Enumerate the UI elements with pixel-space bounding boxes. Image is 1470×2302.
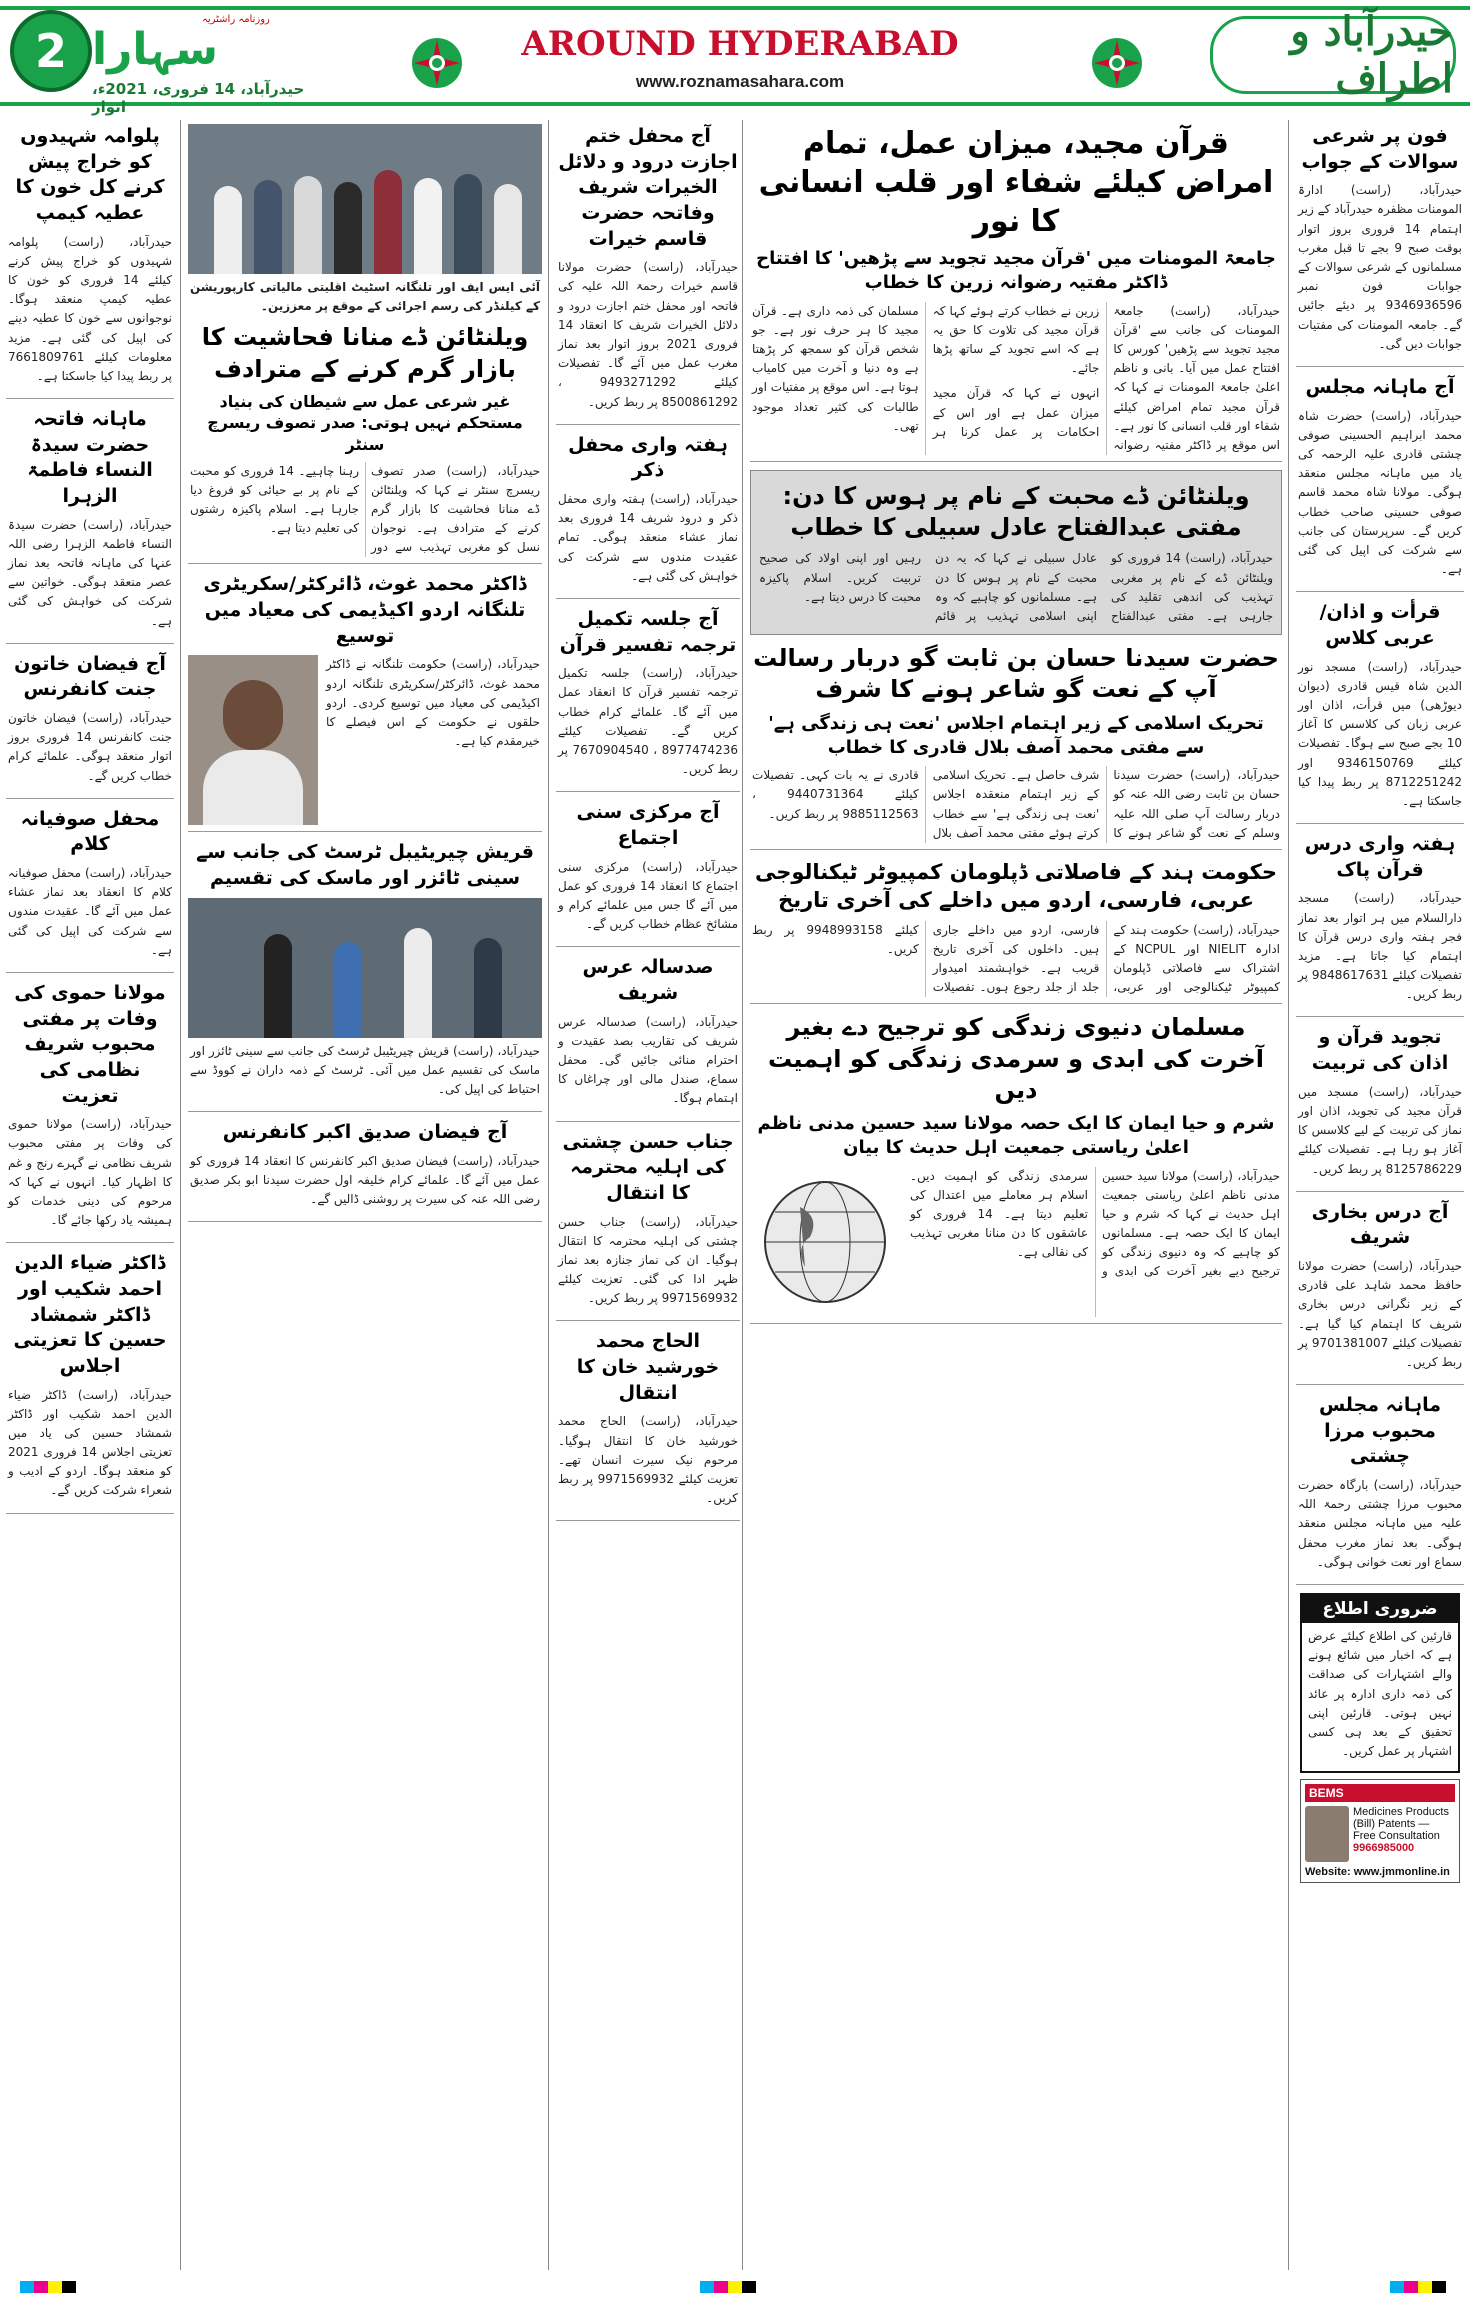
column-lead xyxy=(750,120,1282,2270)
headline: فون پر شرعی سوالات کے جواب xyxy=(1301,125,1459,173)
headline: قرأت و اذان/عربی کلاس xyxy=(1319,601,1441,649)
news-item xyxy=(556,1130,740,1322)
headline: آج جلسہ تکمیل ترجمہ تفسیر قرآن xyxy=(559,607,737,656)
subheadline: غیر شرعی عمل سے شیطان کی بنیاد مستحکم نہیں ہوتی: صدر تصوف ریسرچ سنٹر xyxy=(207,391,523,454)
article-text: حیدرآباد، (راست) پلوامہ شہیدوں کو خراج پیش کرنے کیلئے 14 فروری کو خون کا عطیہ کیمپ منعقد ہوگا۔ نوجوانوں سے خون کا عطیہ دینے کی اپیل کی گئی ہے۔ مزید معلومات کیلئے 7661809761 پر ربط پیدا کیا جاسکتا ہے۔ xyxy=(8,234,172,383)
article-text: حیدرآباد، (راست) 14 فروری کو ویلنٹائن ڈے کے نام پر مغربی تہذیب کی اندھی تقلید کی جارہی ہے۔ مفتی عبدالفتاح عادل سبیلی نے کہا کہ یہ دن محبت کے نام پر ہوس کا دن ہے۔ مسلمانوں کو چاہیے کہ وہ اپنی اسلامی تہذیب پر قائم رہیں اور اپنی اولاد کی صحیح تربیت کریں۔ اسلام پاکیزہ محبت کا درس دیتا ہے۔ xyxy=(759,551,1273,624)
headline: الحاج محمد خورشید خان کا انتقال xyxy=(576,1330,720,1404)
article-text: حیدرآباد، (راست) الحاج محمد خورشید خان کا انتقال ہوگیا۔ مرحوم نیک سیرت انسان تھے۔ تعزیت کیلئے 9971569932 پر ربط کریں۔ xyxy=(558,1414,738,1506)
globe-illustration-icon xyxy=(750,1167,900,1317)
news-item xyxy=(188,572,542,832)
news-item xyxy=(6,981,174,1243)
column-rule xyxy=(742,120,743,2270)
article-text: حیدرآباد، (راست) فیضان صدیق اکبر کانفرنس کا انعقاد 14 فروری کو عمل میں آئے گا۔ علمائے کرام خلیفہ اول حضرت سیدنا ابو بکر صدیق رضی اللہ عنہ کی سیرت پر روشنی ڈالیں گے۔ xyxy=(190,1153,540,1207)
headline: آج محفل ختم اجازت درود و دلائل الخیرات شریف وفاتحہ حضرت قاسم خیرات xyxy=(558,125,738,250)
article-text: حیدرآباد، (راست) مسجد دارالسلام میں ہر اتوار بعد نماز فجر ہفتہ واری درس قرآن کا اہتمام کیا جاتا ہے۔ مزید تفصیلات کیلئے 9848617631 پر ربط کریں۔ xyxy=(1298,891,1462,1002)
news-item xyxy=(556,955,740,1121)
dateline: حیدرآباد، 14 فروری، 2021ء، اتوار xyxy=(92,80,305,116)
column-rule xyxy=(1288,120,1289,2270)
subheadline: تحریک اسلامی کے زیر اہتمام اجلاس 'نعت ہی زندگی ہے' سے مفتی محمد آصف بلال قادری کا خطاب xyxy=(768,712,1264,758)
portrait-photo xyxy=(188,655,318,825)
article-text: حیدرآباد، (راست) حکومت ہند کے ادارہ NIELIT اور NCPUL کے اشتراک سے فاصلاتی ڈپلومان کمپیوٹر ٹیکنالوجی اور عربی، فارسی، اردو میں داخلے جاری ہیں۔ داخلوں کی آخری تاریخ قریب ہے۔ خواہشمند امیدوار جلد از جلد رجوع ہوں۔ تفصیلات کیلئے 9948993158 پر ربط کریں۔ xyxy=(752,922,1281,995)
logo-title: سہارا xyxy=(92,24,218,75)
headline: آج ماہانہ مجلس xyxy=(1305,375,1455,398)
column-left xyxy=(6,120,174,2270)
logo-subtitle: روزنامہ راشٹریہ xyxy=(202,14,270,25)
headline: ڈاکٹر ضیاء الدین احمد شکیب اور ڈاکٹر شمشاد حسین کا تعزیتی اجلاس xyxy=(13,1252,167,1377)
news-item xyxy=(556,607,740,792)
news-item xyxy=(6,407,174,644)
news-item xyxy=(1296,1025,1464,1191)
headline: ماہانہ فاتحہ حضرت سیدۃ النساء فاطمۃ الزہرا xyxy=(27,408,153,507)
notice-title: ضروری اطلاع xyxy=(1302,1595,1458,1623)
article-text: حیدرآباد، (راست) قریش چیریٹیبل ٹرسٹ کی جانب سے سینی ٹائزر اور ماسک کی تقسیم عمل میں آئی۔ ٹرسٹ کے ذمہ داران نے کووڈ سے احتیاط کی اپیل کی۔ xyxy=(190,1043,540,1097)
article-text: حیدرآباد، (راست) حکومت تلنگانہ نے ڈاکٹر محمد غوث، ڈائرکٹر/سکریٹری تلنگانہ اردو اکیڈیمی کی معیاد میں توسیع کردی۔ اردو حلقوں نے حکومت کے اس فیصلے کا خیرمقدم کیا ہے۔ xyxy=(326,657,540,749)
headline: صدسالہ عرس شریف xyxy=(582,956,714,1004)
column-three xyxy=(556,120,740,2270)
article-text: حیدرآباد، (راست) حضرت شاہ محمد ابراہیم الحسینی صوفی چشتی قادری علیہ الرحمہ کی یاد میں ماہانہ مجلس منعقد ہوگی۔ مولانا شاہ محمد قاسم صوفی حسینی صاحب خطاب کریں گے۔ سرپرستان کی جانب سے شرکت کی اپیل کی گئی ہے۔ xyxy=(1298,408,1462,577)
lead-story xyxy=(750,124,1282,462)
headline: ہفتہ واری درس قرآن پاک xyxy=(1304,833,1456,881)
column-four xyxy=(188,120,542,2270)
headline: ڈاکٹر محمد غوث، ڈائرکٹر/سکریٹری تلنگانہ اردو اکیڈیمی کی معیاد میں توسیع xyxy=(203,573,527,647)
article-text: حیدرآباد، (راست) حضرت مولانا حافظ محمد شاہد علی قادری کے زیر نگرانی درس بخاری شریف کا اہتمام کیا گیا ہے۔ تفصیلات کیلئے 9701381007 پر ربط کریں۔ xyxy=(1298,1258,1462,1369)
headline: محفل صوفیانہ کلام xyxy=(20,807,160,856)
article-text: حیدرآباد، (راست) صدر تصوف ریسرچ سنٹر نے کہا کہ ویلنٹائن ڈے منانا فحاشیت کا بازار گرم کرنے کے مترادف ہے۔ نوجوان نسل کو مغربی تہذیب سے دور رہنا چاہیے۔ 14 فروری کو محبت کے نام پر بے حیائی کو فروغ دیا جارہا ہے۔ اسلام پاکیزہ رشتوں کی تعلیم دیتا ہے۔ xyxy=(190,463,540,555)
notice-text: قارئین کی اطلاع کیلئے عرض ہے کہ اخبار میں شائع ہونے والے اشتہارات کی صداقت کی ذمہ داری ادارہ پر عائد نہیں ہوتی۔ قارئین اپنی تحقیق کے بعد ہی کسی اشتہار پر عمل کریں۔ xyxy=(1308,1628,1452,1759)
news-item xyxy=(188,840,542,1112)
headline: ماہانہ مجلس محبوب مرزا چشتی xyxy=(1318,1394,1442,1468)
news-item xyxy=(750,643,1282,850)
article-text: حیدرآباد، (راست) مولانا حموی کی وفات پر مفتی محبوب شریف نظامی نے گہرے رنج و غم کا اظہار کیا۔ انہوں نے کہا کہ مرحوم کی دینی خدمات کو ہمیشہ یاد رکھا جائے گا۔ xyxy=(8,1117,172,1228)
headline: ہفتہ واری محفل ذکر xyxy=(568,433,728,482)
article-text: انہوں نے کہا کہ قرآن مجید میزان عمل ہے اور اس کے احکامات پر عمل کرنا ہر مسلمان کی ذمہ داری ہے۔ قرآن مجید کا ہر حرف نور ہے۔ جو شخص قرآن کو سمجھ کر پڑھتا ہے وہ دنیا و آخرت میں کامیاب ہوتا ہے۔ اس موقع پر مفتیات اور طالبات کی کثیر تعداد موجود تھی۔ xyxy=(752,303,1100,439)
article-text: حیدرآباد، (راست) ہفتہ واری محفل ذکر و درود شریف 14 فروری بعد نماز عشاء منعقد ہوگی۔ تمام عقیدت مندوں سے شرکت کی خواہش کی گئی ہے۔ xyxy=(558,491,738,583)
headline: پلوامہ شہیدوں کو خراج پیش کرنے کل خون کا عطیہ کیمپ xyxy=(15,125,165,224)
headline: ویلنٹائن ڈے منانا فحاشیت کا بازار گرم کرنے کے مترادف xyxy=(201,323,529,383)
article-text: حیدرآباد، (راست) حضرت مولانا قاسم خیرات رحمۃ اللہ علیہ کی فاتحہ اور محفل ختم اجازت درود و دلائل الخیرات شریف کا انعقاد 14 فروری 2021 بروز اتوار بعد نماز مغرب عمل میں آئے گا۔ تفصیلات کیلئے 9493271292 ، 8500861292 پر ربط کریں۔ xyxy=(558,260,739,409)
print-registration-marks xyxy=(0,2278,1470,2296)
section-title-urdu: حیدرآباد و اطراف xyxy=(1210,16,1456,94)
news-item xyxy=(556,124,740,425)
news-item xyxy=(556,433,740,599)
article-text: حیدرآباد، (راست) ڈاکٹر ضیاء الدین احمد شکیب اور ڈاکٹر شمشاد حسین کی یاد میں تعزیتی اجلاس 14 فروری 2021 کو منعقد ہوگا۔ اردو کے ادیب و شعراء شرکت کریں گے۔ xyxy=(8,1387,173,1498)
article-text: حیدرآباد، (راست) مسجد میں قرآن مجید کی تجوید، اذان اور نماز کی تربیت کے لیے کلاسس کا آغاز ہو رہا ہے۔ تفصیلات کیلئے 8125786229 پر ربط کریں۔ xyxy=(1298,1084,1462,1176)
article-text: حیدرآباد، (راست) مولانا سید حسین مدنی ناظم اعلیٰ ریاستی جمعیت اہل حدیث نے کہا کہ شرم و حیا ایمان کا ایک حصہ ہے۔ مسلمانوں کو چاہیے کہ وہ دنیوی زندگی کو ترجیح دیے بغیر آخرت کی ابدی و سرمدی زندگی کو اہمیت دیں۔ اسلام ہر معاملے میں اعتدال کی تعلیم دیتا ہے۔ 14 فروری کو عاشقوں کا دن منانا مغربی تہذیب کی نقالی ہے۔ xyxy=(910,1168,1280,1279)
emblem-left-icon xyxy=(410,36,464,90)
article-text: حیدرآباد، (راست) جلسہ تکمیل ترجمہ تفسیر قرآن کا انعقاد عمل میں آئے گا۔ علمائے کرام خطاب کریں گے۔ تفصیلات کیلئے 8977474236 ، 7670904540 پر ربط کریں۔ xyxy=(558,666,738,777)
news-item xyxy=(188,1120,542,1222)
news-item xyxy=(6,807,174,973)
news-item xyxy=(556,800,740,947)
article-text: حیدرآباد، (راست) ادارۃ المومنات مظفرہ حیدرآباد کے زیر اہتمام 14 فروری بروز اتوار بوقت صبح 9 بجے تا قبل مغرب مسلمانوں کے شرعی سوالات کے جوابات فون نمبر 9346936596 پر دیئے جائیں گے۔ جامعہ المومنات کی مفتیات جوابات دیں گی۔ xyxy=(1298,183,1462,351)
headline: آج فیضان صدیق اکبر کانفرنس xyxy=(222,1121,508,1144)
headline: ویلنٹائن ڈے محبت کے نام پر ہوس کا دن: مفتی عبدالفتاح عادل سبیلی کا خطاب xyxy=(782,482,1250,542)
lead-subheadline: جامعۃ المومنات میں 'قرآن مجید تجوید سے پڑھیں' کا افتتاح ڈاکٹر مفتیہ رضوانہ زرین کا خطاب xyxy=(756,248,1276,294)
headline: حکومت ہند کے فاصلاتی ڈپلومان کمپیوٹر ٹیکنالوجی عربی، فارسی، اردو میں داخلے کی آخری تاریخ xyxy=(754,859,1278,913)
column-rule xyxy=(548,120,549,2270)
news-item xyxy=(188,322,542,564)
article-text: حیدرآباد، (راست) حضرت سیدنا حسان بن ثابت رضی اللہ عنہ کو دربار رسالت آپ صلی اللہ علیہ وسلم کے نعت گو شاعر ہونے کا شرف حاصل ہے۔ تحریک اسلامی کے زیر اہتمام منعقدہ اجلاس 'نعت ہی زندگی ہے' سے خطاب کرتے ہوئے مفتی محمد آصف بلال قادری نے یہ بات کہی۔ تفصیلات کیلئے 9440731364 ، 9885112563 پر ربط کریں۔ xyxy=(752,768,1280,840)
advertisement[interactable] xyxy=(1300,1779,1460,1883)
website-url[interactable]: www.roznamasahara.com xyxy=(635,72,845,91)
highlight-box xyxy=(750,470,1282,635)
article-text: حیدرآباد، (راست) حضرت سیدۃ النساء فاطمۃ الزہرا رضی اللہ عنہا کی ماہانہ فاتحہ بعد نماز عصر منعقد ہوگی۔ خواتین سے شرکت کی خواہش کی گئی ہے۔ xyxy=(8,517,172,628)
headline: آج مرکزی سنی اجتماع xyxy=(576,801,720,849)
news-item xyxy=(750,1012,1282,1323)
news-item xyxy=(556,1329,740,1521)
news-photo xyxy=(188,898,542,1038)
headline: آج فیضان خاتون جنت کانفرنس xyxy=(14,652,166,701)
photo-caption: آئی ایس ایف اور تلنگانہ اسٹیٹ اقلیتی مالیاتی کارپوریشن کے کیلنڈر کی رسم اجرائی کے موقع پر معززین۔ xyxy=(190,280,540,314)
article-text: حیدرآباد، (راست) جناب حسن چشتی کی اہلیہ محترمہ کا انتقال ہوگیا۔ ان کی نماز جنازہ بعد نماز ظہر ادا کی گئی۔ تعزیت کیلئے 9971569932 پر ربط کریں۔ xyxy=(558,1214,738,1306)
ad-phone: 9966985000 xyxy=(1353,1842,1415,1855)
news-item xyxy=(1296,832,1464,1017)
ad-heading: BEMS xyxy=(1305,1784,1455,1802)
masthead xyxy=(0,0,1470,116)
news-item xyxy=(1296,1393,1464,1585)
ad-text: Medicines Products (Bill) Patents — Free Consultation xyxy=(1353,1806,1449,1843)
section-title-english: AROUND HYDERABAD xyxy=(521,24,959,64)
news-item xyxy=(1296,124,1464,367)
headline: مسلمان دنیوی زندگی کو ترجیح دے بغیر آخرت کی ابدی و سرمدی زندگی کو اہمیت دیں xyxy=(767,1013,1265,1104)
article-text: حیدرآباد، (راست) صدسالہ عرس شریف کی تقاریب بصد عقیدت و احترام منائی جائیں گی۔ محفل سماع، صندل مالی اور چراغاں کا اہتمام ہوگا۔ xyxy=(558,1014,738,1106)
column-rule xyxy=(180,120,181,2270)
headline: تجوید قرآن و اذان کی تربیت xyxy=(1311,1026,1449,1075)
important-notice xyxy=(1300,1593,1460,1773)
article-text: حیدرآباد، (راست) مسجد نور الدین شاہ قیس قادری (دیوان دیوڑھی) میں قرأت، اذان اور عربی زبان کی کلاسس کا آغاز 10 بجے صبح سے ہوگا۔ تفصیلات کیلئے 9346150769 اور 8712251242 پر ربط پیدا کیا جاسکتا ہے۔ xyxy=(1298,659,1462,808)
article-text: حیدرآباد، (راست) جامعۃ المومنات کی جانب سے 'قرآن مجید تجوید سے پڑھیں' کورس کا افتتاح عمل میں آیا۔ بانی و ناظم اعلیٰ جامعۃ المومنات نے کہا کہ قرآن مجید تمام امراض کیلئے شفاء اور قلب انسانی کا نور ہے۔ اس موقع پر ڈاکٹر مفتیہ رضوانہ زرین نے خطاب کرتے ہوئے کہا کہ قرآن مجید کی تلاوت کا حق یہ ہے کہ اسے تجوید کے ساتھ پڑھا جائے۔ xyxy=(932,303,1280,452)
article-text: حیدرآباد، (راست) محفل صوفیانہ کلام کا انعقاد بعد نماز عشاء عمل میں آئے گا۔ عقیدت مندوں سے شرکت کی اپیل کی گئی ہے۔ xyxy=(8,866,172,957)
article-text: حیدرآباد، (راست) بارگاہ حضرت محبوب مرزا چشتی رحمۃ اللہ علیہ میں ماہانہ مجلس منعقد ہوگی۔ بعد نماز مغرب محفل سماع اور نعت خوانی ہوگی۔ xyxy=(1298,1478,1462,1569)
headline: مولانا حموی کی وفات پر مفتی محبوب شریف نظامی کی تعزیت xyxy=(14,982,166,1107)
news-item xyxy=(1296,1200,1464,1385)
news-item xyxy=(6,652,174,799)
news-item xyxy=(6,124,174,399)
lead-headline: قرآن مجید، میزان عمل، تمام امراض کیلئے شفاء اور قلب انسانی کا نور xyxy=(758,126,1274,239)
news-item xyxy=(1296,375,1464,592)
news-photo xyxy=(188,124,542,274)
page-number: 2 xyxy=(10,10,92,92)
ad-website[interactable]: Website: www.jmmonline.in xyxy=(1305,1866,1450,1879)
column-right xyxy=(1296,120,1464,2270)
newspaper-logo xyxy=(92,14,312,76)
headline: آج درس بخاری شریف xyxy=(1311,1200,1449,1249)
headline: جناب حسن چشتی کی اہلیہ محترمہ کا انتقال xyxy=(562,1130,734,1204)
news-item xyxy=(6,1251,174,1513)
article-text: حیدرآباد، (راست) فیضان خاتون جنت کانفرنس 14 فروری بروز اتوار منعقد ہوگی۔ علمائے کرام خطاب کریں گے۔ xyxy=(8,711,172,783)
headline: قریش چیریٹیبل ٹرسٹ کی جانب سے سینی ٹائزر اور ماسک کی تقسیم xyxy=(196,841,534,890)
headline: حضرت سیدنا حسان بن ثابت گو دربار رسالت آپ کے نعت گو شاعر ہونے کا شرف xyxy=(753,644,1279,704)
news-item xyxy=(750,858,1282,1004)
news-item xyxy=(1296,600,1464,824)
article-text: حیدرآباد، (راست) مرکزی سنی اجتماع کا انعقاد 14 فروری کو عمل میں آئے گا جس میں علمائے کرام و مشائخ عظام خطاب کریں گے۔ xyxy=(558,859,738,932)
ad-photo xyxy=(1305,1806,1349,1862)
subheadline: شرم و حیا ایمان کا ایک حصہ مولانا سید حسین مدنی ناظم اعلیٰ ریاستی جمعیت اہل حدیث کا بیان xyxy=(757,1112,1275,1159)
emblem-right-icon xyxy=(1090,36,1144,90)
